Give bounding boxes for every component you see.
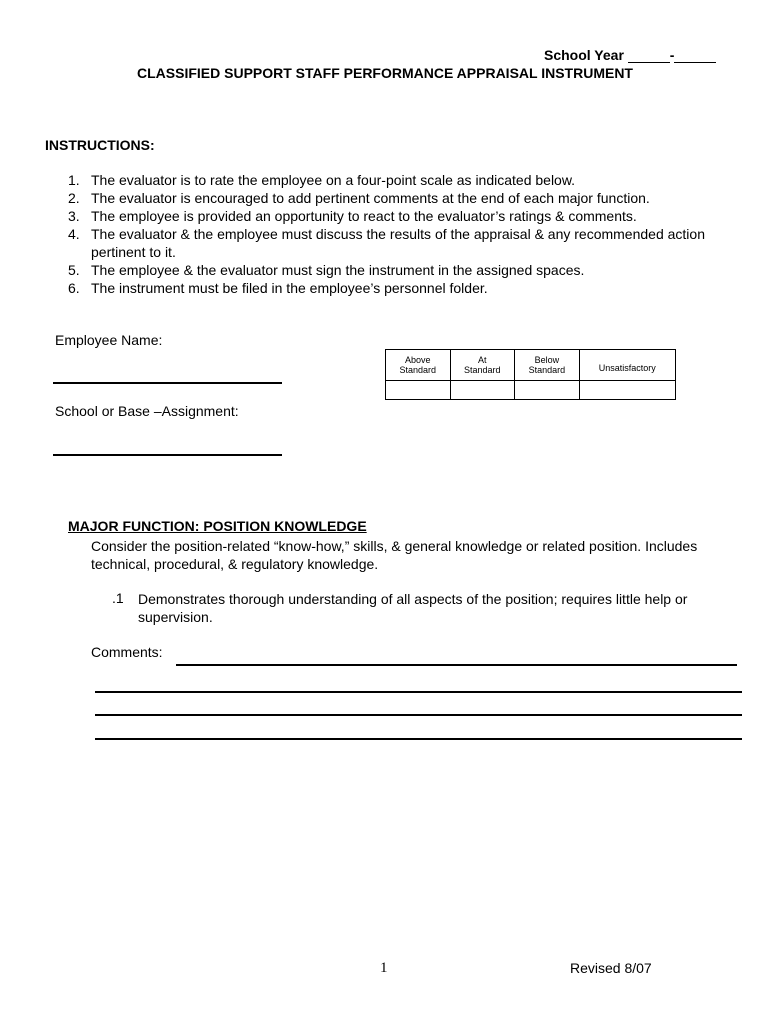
revision-date: Revised 8/07 [570,960,652,976]
instructions-heading: INSTRUCTIONS: [45,137,155,153]
comments-line[interactable] [95,714,742,716]
assignment-label: School or Base –Assignment: [55,403,239,419]
employee-name-input-line[interactable] [53,382,282,384]
rating-cell-below-standard[interactable] [515,381,580,400]
rating-cell-at-standard[interactable] [450,381,515,400]
instruction-text: The employee is provided an opportunity to react to the evaluator’s ratings & comments. [91,208,637,224]
comments-line[interactable] [176,664,737,666]
document-title: CLASSIFIED SUPPORT STAFF PERFORMANCE APPRAISAL INSTRUMENT [137,65,633,81]
rating-header-above-standard: Above Standard [386,350,451,381]
rating-header-unsatisfactory: Unsatisfactory [579,350,675,381]
instruction-text: The evaluator is encouraged to add pertinent comments at the end of each major function. [91,190,650,206]
instruction-item [68,279,728,297]
instruction-text: The evaluator & the employee must discuss the results of the appraisal & any recommended action pertinent to it. [91,226,705,260]
rating-header-row [386,350,676,381]
instruction-text: The instrument must be filed in the employee’s personnel folder. [91,280,488,296]
instruction-item [68,261,728,279]
school-year-field [544,47,716,63]
instructions-list [68,171,728,297]
instruction-item [68,207,728,225]
instruction-text: The evaluator is to rate the employee on a four-point scale as indicated below. [91,172,576,188]
instruction-number: 3. [68,208,80,224]
instruction-item [68,189,728,207]
rating-checkbox-row [386,381,676,400]
rating-cell-above-standard[interactable] [386,381,451,400]
instruction-number: 5. [68,262,80,278]
rating-header-below-standard: Below Standard [515,350,580,381]
major-function-heading: MAJOR FUNCTION: POSITION KNOWLEDGE [68,518,367,534]
assignment-input-line[interactable] [53,454,282,456]
school-year-label: School Year [544,47,624,63]
comments-line[interactable] [95,691,742,693]
employee-name-label: Employee Name: [55,332,163,348]
school-year-start-blank[interactable] [628,48,670,63]
school-year-end-blank[interactable] [674,48,716,63]
rating-cell-unsatisfactory[interactable] [579,381,675,400]
instruction-number: 1. [68,172,80,188]
instruction-text: The employee & the evaluator must sign the instrument in the assigned spaces. [91,262,585,278]
school-year-separator: - [669,47,675,63]
instruction-number: 2. [68,190,80,206]
rating-header-at-standard: At Standard [450,350,515,381]
rating-scale-table [385,349,676,400]
instruction-item [68,225,728,261]
comments-line[interactable] [95,738,742,740]
instruction-number: 6. [68,280,80,296]
major-function-description: Consider the position-related “know-how,” skills, & general knowledge or related position. Includes technical, procedural, & regulatory knowledge. [91,538,698,572]
comments-label: Comments: [91,644,163,660]
criterion-number: .1 [112,590,124,606]
instruction-number: 4. [68,226,80,242]
criterion-text: Demonstrates thorough understanding of all aspects of the position; requires little help or supervision. [138,591,688,625]
page-number: 1 [380,960,388,976]
instruction-item [68,171,728,189]
